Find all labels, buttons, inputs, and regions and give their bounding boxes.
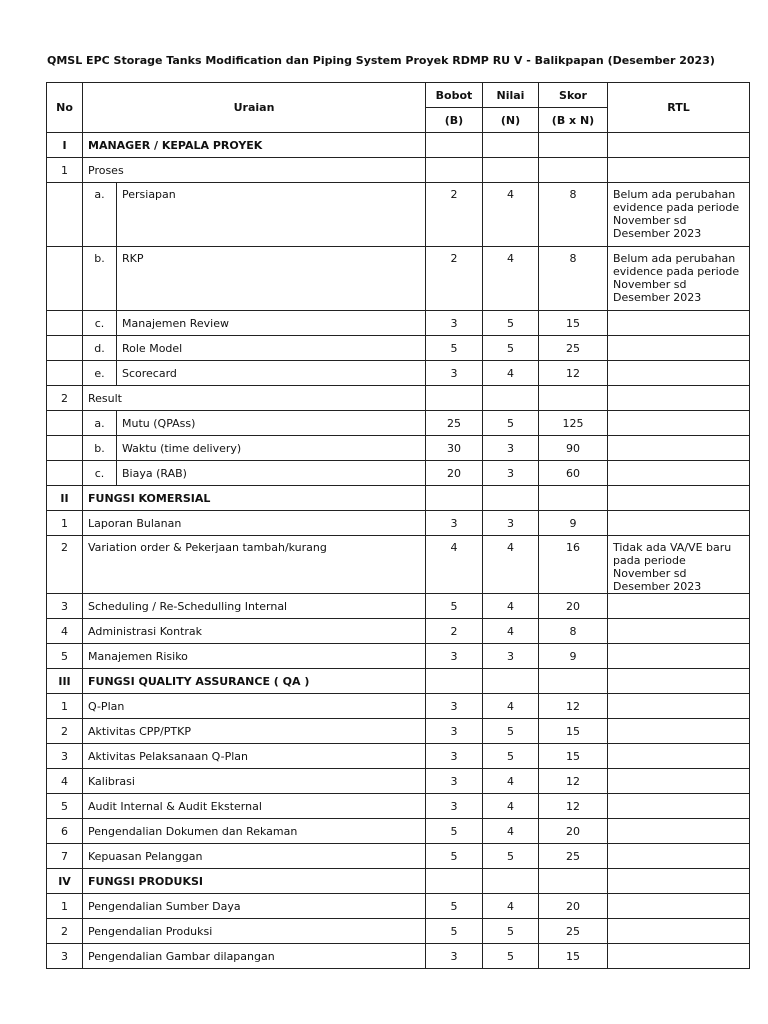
rtl-cell xyxy=(608,719,750,744)
bobot-cell: 5 xyxy=(426,894,483,919)
row-number: 2 xyxy=(47,719,83,744)
skor-cell: 8 xyxy=(539,619,608,644)
bobot-cell: 5 xyxy=(426,594,483,619)
nilai-cell: 5 xyxy=(483,944,539,969)
bobot-cell: 3 xyxy=(426,361,483,386)
table-header xyxy=(47,83,750,133)
row-number: 1 xyxy=(47,511,83,536)
bobot-cell xyxy=(426,386,483,411)
nilai-cell: 5 xyxy=(483,336,539,361)
bobot-cell: 3 xyxy=(426,719,483,744)
skor-cell xyxy=(539,869,608,894)
section-row xyxy=(47,486,750,511)
skor-cell xyxy=(539,386,608,411)
rtl-cell xyxy=(608,819,750,844)
rtl-cell xyxy=(608,594,750,619)
table-body xyxy=(47,133,750,969)
bobot-cell xyxy=(426,133,483,158)
table-row xyxy=(47,619,750,644)
table-row xyxy=(47,694,750,719)
skor-cell: 16 xyxy=(539,536,608,594)
table-row xyxy=(47,769,750,794)
header-nilai-sub: (N) xyxy=(483,108,539,133)
table-row xyxy=(47,794,750,819)
nilai-cell: 5 xyxy=(483,411,539,436)
rtl-cell xyxy=(608,336,750,361)
nilai-cell: 3 xyxy=(483,644,539,669)
row-uraian: Scheduling / Re-Schedulling Internal xyxy=(83,594,426,619)
row-number: 2 xyxy=(47,386,83,411)
table-row xyxy=(47,594,750,619)
sub-letter: c. xyxy=(83,461,117,486)
bobot-cell: 3 xyxy=(426,944,483,969)
skor-cell: 9 xyxy=(539,511,608,536)
rtl-cell xyxy=(608,461,750,486)
row-uraian: Manajemen Review xyxy=(117,311,426,336)
bobot-cell: 4 xyxy=(426,536,483,594)
bobot-cell xyxy=(426,486,483,511)
nilai-cell: 4 xyxy=(483,769,539,794)
skor-cell xyxy=(539,158,608,183)
skor-cell: 125 xyxy=(539,411,608,436)
nilai-cell: 4 xyxy=(483,694,539,719)
bobot-cell xyxy=(426,158,483,183)
row-number: 3 xyxy=(47,944,83,969)
skor-cell: 25 xyxy=(539,844,608,869)
rtl-cell xyxy=(608,436,750,461)
row-uraian: Pengendalian Sumber Daya xyxy=(83,894,426,919)
section-number: I xyxy=(47,133,83,158)
row-number xyxy=(47,461,83,486)
bobot-cell: 5 xyxy=(426,819,483,844)
row-number xyxy=(47,247,83,311)
row-number: 2 xyxy=(47,536,83,594)
nilai-cell xyxy=(483,133,539,158)
row-number xyxy=(47,411,83,436)
nilai-cell xyxy=(483,869,539,894)
sub-row xyxy=(47,336,750,361)
sub-row xyxy=(47,436,750,461)
row-uraian: Q-Plan xyxy=(83,694,426,719)
bobot-cell: 3 xyxy=(426,769,483,794)
bobot-cell: 2 xyxy=(426,183,483,247)
skor-cell: 15 xyxy=(539,944,608,969)
row-uraian: Scorecard xyxy=(117,361,426,386)
skor-cell: 12 xyxy=(539,769,608,794)
row-uraian: Aktivitas CPP/PTKP xyxy=(83,719,426,744)
row-number: 2 xyxy=(47,919,83,944)
section-row xyxy=(47,869,750,894)
nilai-cell xyxy=(483,386,539,411)
header-skor: Skor xyxy=(539,83,608,108)
skor-cell: 25 xyxy=(539,336,608,361)
rtl-cell xyxy=(608,411,750,436)
row-uraian: Proses xyxy=(83,158,426,183)
rtl-cell xyxy=(608,794,750,819)
table-row xyxy=(47,919,750,944)
section-title: FUNGSI PRODUKSI xyxy=(83,869,426,894)
header-uraian: Uraian xyxy=(83,83,426,133)
row-uraian: Laporan Bulanan xyxy=(83,511,426,536)
row-number: 7 xyxy=(47,844,83,869)
bobot-cell: 5 xyxy=(426,844,483,869)
row-uraian: Pengendalian Gambar dilapangan xyxy=(83,944,426,969)
nilai-cell: 3 xyxy=(483,461,539,486)
rtl-cell xyxy=(608,361,750,386)
nilai-cell: 4 xyxy=(483,819,539,844)
rtl-cell: Belum ada perubahan evidence pada periode November sd Desember 2023 xyxy=(608,247,750,311)
row-uraian: Aktivitas Pelaksanaan Q-Plan xyxy=(83,744,426,769)
row-number: 3 xyxy=(47,594,83,619)
row-uraian: Role Model xyxy=(117,336,426,361)
skor-cell: 25 xyxy=(539,919,608,944)
sub-row xyxy=(47,461,750,486)
rtl-cell xyxy=(608,486,750,511)
rtl-cell: Belum ada perubahan evidence pada periode November sd Desember 2023 xyxy=(608,183,750,247)
table-row xyxy=(47,719,750,744)
table-row xyxy=(47,386,750,411)
section-title: MANAGER / KEPALA PROYEK xyxy=(83,133,426,158)
table-row xyxy=(47,644,750,669)
skor-cell: 12 xyxy=(539,694,608,719)
nilai-cell xyxy=(483,669,539,694)
rtl-cell xyxy=(608,511,750,536)
row-uraian: Audit Internal & Audit Eksternal xyxy=(83,794,426,819)
nilai-cell: 4 xyxy=(483,594,539,619)
row-uraian: Manajemen Risiko xyxy=(83,644,426,669)
bobot-cell: 3 xyxy=(426,311,483,336)
header-rtl: RTL xyxy=(608,83,750,133)
row-number: 5 xyxy=(47,794,83,819)
sub-row xyxy=(47,361,750,386)
row-uraian: Biaya (RAB) xyxy=(117,461,426,486)
bobot-cell: 5 xyxy=(426,336,483,361)
nilai-cell: 4 xyxy=(483,894,539,919)
row-number: 5 xyxy=(47,644,83,669)
bobot-cell: 25 xyxy=(426,411,483,436)
rtl-cell xyxy=(608,919,750,944)
bobot-cell xyxy=(426,869,483,894)
rtl-cell xyxy=(608,669,750,694)
skor-cell xyxy=(539,486,608,511)
bobot-cell: 3 xyxy=(426,744,483,769)
row-number xyxy=(47,361,83,386)
row-number: 1 xyxy=(47,694,83,719)
bobot-cell: 3 xyxy=(426,694,483,719)
row-number: 4 xyxy=(47,619,83,644)
section-number: II xyxy=(47,486,83,511)
sub-letter: b. xyxy=(83,247,117,311)
row-number xyxy=(47,311,83,336)
sub-letter: a. xyxy=(83,183,117,247)
table-row xyxy=(47,511,750,536)
nilai-cell: 4 xyxy=(483,536,539,594)
table-row xyxy=(47,158,750,183)
rtl-cell xyxy=(608,744,750,769)
nilai-cell: 4 xyxy=(483,183,539,247)
nilai-cell xyxy=(483,486,539,511)
skor-cell: 8 xyxy=(539,247,608,311)
bobot-cell: 5 xyxy=(426,919,483,944)
bobot-cell xyxy=(426,669,483,694)
sub-letter: d. xyxy=(83,336,117,361)
rtl-cell xyxy=(608,944,750,969)
skor-cell: 60 xyxy=(539,461,608,486)
nilai-cell xyxy=(483,158,539,183)
skor-cell: 12 xyxy=(539,361,608,386)
nilai-cell: 5 xyxy=(483,719,539,744)
row-uraian: Administrasi Kontrak xyxy=(83,619,426,644)
bobot-cell: 2 xyxy=(426,619,483,644)
skor-cell: 9 xyxy=(539,644,608,669)
rtl-cell xyxy=(608,644,750,669)
sub-letter: b. xyxy=(83,436,117,461)
header-bobot: Bobot xyxy=(426,83,483,108)
nilai-cell: 3 xyxy=(483,436,539,461)
row-number: 3 xyxy=(47,744,83,769)
row-number xyxy=(47,336,83,361)
row-number: 4 xyxy=(47,769,83,794)
row-uraian: Kalibrasi xyxy=(83,769,426,794)
skor-cell: 20 xyxy=(539,819,608,844)
rtl-cell: Tidak ada VA/VE baru pada periode November sd Desember 2023 xyxy=(608,536,750,594)
rtl-cell xyxy=(608,619,750,644)
row-number: 6 xyxy=(47,819,83,844)
rtl-cell xyxy=(608,694,750,719)
score-table xyxy=(46,82,750,969)
bobot-cell: 3 xyxy=(426,511,483,536)
skor-cell: 20 xyxy=(539,594,608,619)
rtl-cell xyxy=(608,869,750,894)
nilai-cell: 4 xyxy=(483,619,539,644)
nilai-cell: 3 xyxy=(483,511,539,536)
bobot-cell: 2 xyxy=(426,247,483,311)
rtl-cell xyxy=(608,386,750,411)
sub-letter: e. xyxy=(83,361,117,386)
sub-letter: a. xyxy=(83,411,117,436)
header-no: No xyxy=(47,83,83,133)
sub-row xyxy=(47,311,750,336)
rtl-cell xyxy=(608,133,750,158)
sub-row xyxy=(47,183,750,247)
row-uraian: Result xyxy=(83,386,426,411)
sub-letter: c. xyxy=(83,311,117,336)
table-row xyxy=(47,944,750,969)
table-row xyxy=(47,744,750,769)
row-uraian: RKP xyxy=(117,247,426,311)
skor-cell: 15 xyxy=(539,719,608,744)
header-bobot-sub: (B) xyxy=(426,108,483,133)
row-number: 1 xyxy=(47,894,83,919)
skor-cell: 15 xyxy=(539,744,608,769)
document-title: QMSL EPC Storage Tanks Modification dan Piping System Proyek RDMP RU V - Balikpapan (Desember 2023) xyxy=(47,54,715,67)
section-number: IV xyxy=(47,869,83,894)
rtl-cell xyxy=(608,769,750,794)
bobot-cell: 3 xyxy=(426,644,483,669)
row-number xyxy=(47,436,83,461)
row-uraian: Persiapan xyxy=(117,183,426,247)
nilai-cell: 5 xyxy=(483,844,539,869)
skor-cell: 8 xyxy=(539,183,608,247)
row-uraian: Waktu (time delivery) xyxy=(117,436,426,461)
header-skor-sub: (B x N) xyxy=(539,108,608,133)
skor-cell: 90 xyxy=(539,436,608,461)
bobot-cell: 20 xyxy=(426,461,483,486)
skor-cell xyxy=(539,133,608,158)
section-row xyxy=(47,669,750,694)
row-number xyxy=(47,183,83,247)
rtl-cell xyxy=(608,158,750,183)
skor-cell xyxy=(539,669,608,694)
table-row xyxy=(47,844,750,869)
row-uraian: Kepuasan Pelanggan xyxy=(83,844,426,869)
nilai-cell: 5 xyxy=(483,311,539,336)
bobot-cell: 30 xyxy=(426,436,483,461)
section-title: FUNGSI KOMERSIAL xyxy=(83,486,426,511)
nilai-cell: 5 xyxy=(483,744,539,769)
rtl-cell xyxy=(608,844,750,869)
row-uraian: Mutu (QPAss) xyxy=(117,411,426,436)
table-row xyxy=(47,894,750,919)
rtl-cell xyxy=(608,894,750,919)
row-number: 1 xyxy=(47,158,83,183)
row-uraian: Pengendalian Dokumen dan Rekaman xyxy=(83,819,426,844)
header-nilai: Nilai xyxy=(483,83,539,108)
sub-row xyxy=(47,247,750,311)
nilai-cell: 4 xyxy=(483,247,539,311)
nilai-cell: 4 xyxy=(483,794,539,819)
row-uraian: Variation order & Pekerjaan tambah/kurang xyxy=(83,536,426,594)
skor-cell: 15 xyxy=(539,311,608,336)
nilai-cell: 5 xyxy=(483,919,539,944)
rtl-cell xyxy=(608,311,750,336)
skor-cell: 12 xyxy=(539,794,608,819)
nilai-cell: 4 xyxy=(483,361,539,386)
bobot-cell: 3 xyxy=(426,794,483,819)
row-uraian: Pengendalian Produksi xyxy=(83,919,426,944)
section-number: III xyxy=(47,669,83,694)
section-row xyxy=(47,133,750,158)
skor-cell: 20 xyxy=(539,894,608,919)
sub-row xyxy=(47,411,750,436)
section-title: FUNGSI QUALITY ASSURANCE ( QA ) xyxy=(83,669,426,694)
table-row xyxy=(47,819,750,844)
table-row xyxy=(47,536,750,594)
